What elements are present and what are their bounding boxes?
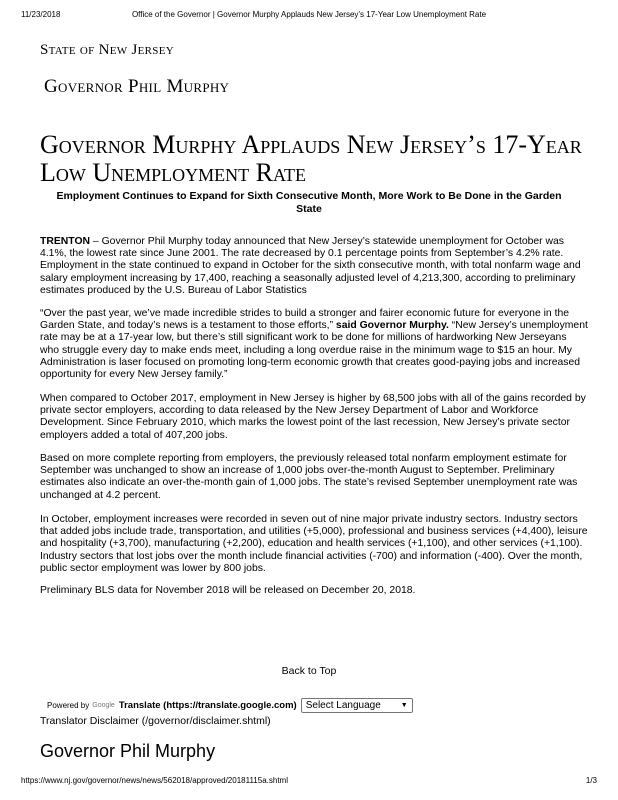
caret-down-icon: ▼ xyxy=(400,701,408,709)
google-logo: Google xyxy=(92,701,115,709)
print-page-title: Office of the Governor | Governor Murphy Applauds New Jersey’s 17-Year Low Unemployment Rate xyxy=(131,10,487,19)
quote-part-a: “Over the past year, we’ve made incredible strides to build a stronger and fairer economic future for everyone in the Garden State, and today’s news is a testament to those efforts,” xyxy=(40,308,570,332)
paragraph-6: Preliminary BLS data for November 2018 will be released on December 20, 2018. xyxy=(40,585,416,596)
paragraph-3: When compared to October 2017, employment in New Jersey is higher by 68,500 jobs with all of the gains recorded by private sector employers, according to data released by the New Jersey Department of Labor and Workforce Development. Since February 2010, which marks the lowest point of the last recession, New Jersey’s private sector employers added a total of 407,200 jobs. xyxy=(40,393,586,441)
google-translate-widget xyxy=(47,697,413,713)
paragraph-5: In October, employment increases were recorded in seven out of nine major private industry sectors. Industry sectors that added jobs include trade, transportation, and utilities (+5,000), professional and business services (+4,400), leisure and hospitality (+3,700), manufacturing (+2,200), education and health services (+1,100), and other services (+1,100). Industry sectors that lost jobs over the month include financial activities (-700) and information (-400). Over the month, public sector employment was lower by 800 jobs. xyxy=(40,514,588,574)
footer-governor-name: Governor Phil Murphy xyxy=(40,741,216,761)
paragraph-1-text: – Governor Phil Murphy today announced that New Jersey’s statewide unemployment for October was 4.1%, the lowest rate since June 2001. The rate decreased by 0.1 percentage points from September’s 4.2% rate. Employment in the state continued to expand in October for the sixth consecutive month, with total nonfarm wage and salary employment increasing by 17,400, reaching a seasonally adjusted level of 4,213,300, according to preliminary estimates produced by the U.S. Bureau of Labor Statistics xyxy=(40,236,581,296)
paragraph-4: Based on more complete reporting from employers, the previously released total nonfarm employment estimate for September was unchanged to show an increase of 1,000 jobs over-the-month August to September. Preliminary estimates also indicate an over-the-month gain of 1,000 jobs. The state’s revised September unemployment rate was unchanged at 4.2 percent. xyxy=(40,453,578,501)
quote-attribution: said Governor Murphy. xyxy=(335,320,449,332)
dateline: TRENTON xyxy=(40,236,91,247)
language-select-value: Select Language xyxy=(305,699,381,711)
powered-by-label: Powered by xyxy=(47,700,90,710)
print-date: 11/23/2018 xyxy=(21,10,61,19)
back-to-top-link[interactable]: Back to Top xyxy=(281,665,337,677)
article-subhead: Employment Continues to Expand for Sixth Consecutive Month, More Work to Be Done in the Garden State xyxy=(56,190,562,215)
print-url: https://www.nj.gov/governor/news/news/562018/approved/20181115a.shtml xyxy=(21,776,288,785)
paragraph-2 xyxy=(40,308,588,381)
language-select[interactable] xyxy=(301,698,413,713)
print-page-number: 1/3 xyxy=(585,776,597,785)
quote-part-b: “New Jersey’s unemployment rate may be at a 17-year low, but there’s still significant work to be done for millions of hardworking New Jerseyans who struggle every day to make ends meet, including a long overdue raise in the minimum wage to $15 an hour. My Administration is laser focused on promoting long-term economic growth that creates good-paying jobs and increased opportunity for every New Jersey family.” xyxy=(40,320,588,381)
google-translate-link[interactable]: Translate (https://translate.google.com) xyxy=(118,699,297,711)
state-of-new-jersey-link[interactable]: State of New Jersey xyxy=(40,42,174,58)
translator-disclaimer-link[interactable]: Translator Disclaimer (/governor/disclaimer.shtml) xyxy=(40,715,271,727)
article-headline: Governor Murphy Applauds New Jersey’s 17-Year Low Unemployment Rate xyxy=(40,130,582,187)
governor-home-link[interactable]: Governor Phil Murphy xyxy=(44,76,230,97)
paragraph-1 xyxy=(40,236,588,297)
